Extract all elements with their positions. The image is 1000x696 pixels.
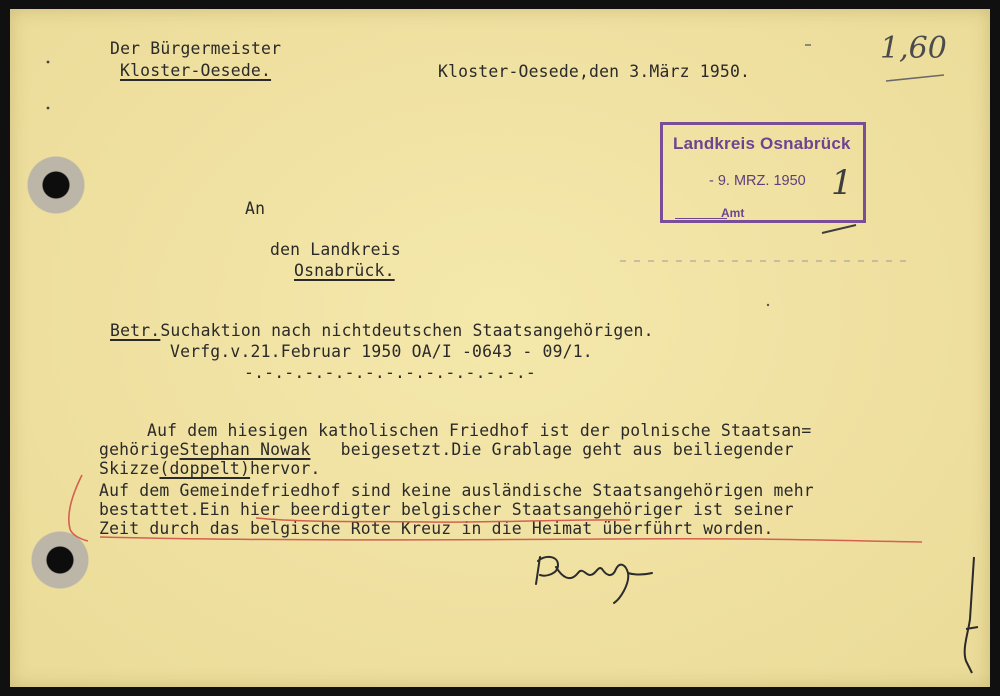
body-p1-line1: Auf dem hiesigen katholischen Friedhof ist der polnische Staatsan= (147, 421, 812, 440)
subject-label: Betr. (110, 321, 161, 340)
marginal-initial (965, 557, 978, 673)
ink-speck (47, 61, 50, 64)
stamp-handwritten-mark: 1 (831, 163, 853, 203)
handwritten-number: 1,60 (880, 31, 947, 66)
body-p2-line3: Zeit durch das belgische Rote Kreuz in die Heimat überführt worden. (99, 519, 774, 538)
red-pencil-bracket (69, 475, 88, 541)
handwriting-overlay (10, 9, 990, 687)
stamp-date: - 9. MRZ. 1950 (709, 173, 806, 189)
body-p1-word: gehörige (99, 440, 180, 459)
recipient-line2: Osnabrück. (294, 261, 395, 280)
red-underline-line3 (100, 537, 922, 542)
recipient-salutation: An (245, 199, 266, 218)
body-p1-double: (doppelt) (159, 459, 251, 478)
person-name: Stephan Nowak (179, 440, 311, 459)
red-underline-line2 (256, 518, 630, 522)
subject-reference: Verfg.v.21.Februar 1950 OA/I -0643 - 09/1. (170, 342, 593, 361)
pencil-underline-number (886, 75, 944, 81)
stamp-office: Amt (721, 206, 745, 220)
sender-title: Der Bürgermeister (110, 39, 282, 58)
ink-speck (767, 304, 769, 306)
stamp-pen-stroke (822, 225, 856, 233)
body-p1-end: hervor. (250, 459, 321, 478)
sender-place: Kloster-Oesede. (120, 61, 272, 80)
recipient-line1: den Landkreis (270, 240, 401, 259)
body-p2-line1: Auf dem Gemeindefriedhof sind keine ausländische Staatsangehörigen mehr (99, 481, 814, 500)
document-page (10, 9, 990, 687)
subject-separator: -.-.-.-.-.-.-.-.-.-.-.-.-.-.- (244, 363, 536, 382)
body-p1-sketch: Skizze (99, 459, 160, 478)
place-date: Kloster-Oesede,den 3.März 1950. (438, 62, 751, 81)
signature (540, 564, 613, 585)
subject-text: Suchaktion nach nichtdeutschen Staatsangehörigen. (160, 321, 654, 340)
body-p2-line2: bestattet.Ein hier beerdigter belgischer Staatsangehöriger ist seiner (99, 500, 794, 519)
ink-speck (47, 107, 50, 110)
body-p1-rest: beigesetzt.Die Grablage geht aus beiliegender (310, 440, 794, 459)
stamp-title: Landkreis Osnabrück (673, 134, 851, 153)
